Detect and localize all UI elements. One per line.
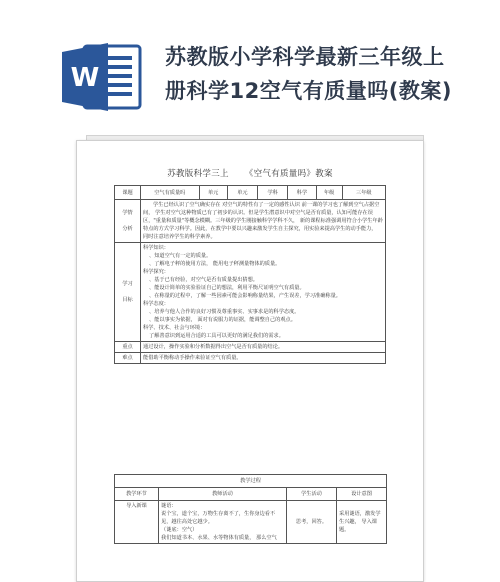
lesson-plan-title-left: 苏教版科学三上 bbox=[167, 169, 229, 179]
lesson-plan-title-right: 《空气有质量吗》教案 bbox=[244, 169, 333, 179]
objective-line: 、能设计简单的实验验证自己的想法，利用平衡尺证明空气有质量。 bbox=[149, 285, 305, 291]
objective-line: 科学、技术、社会与环境： bbox=[143, 325, 206, 331]
process-title: 教学过程 bbox=[115, 475, 387, 488]
label-line: 目标 bbox=[122, 297, 133, 303]
process-header-row bbox=[115, 488, 387, 501]
teacher-line: 我们知道书本、水果、水等物体有质量， 那么空气 bbox=[161, 535, 277, 541]
label-line: 分析 bbox=[122, 226, 133, 232]
teacher-activity-intro bbox=[159, 501, 287, 544]
page-header bbox=[0, 0, 500, 130]
difficult-point-row bbox=[115, 353, 386, 364]
objective-line: 、在称量的过程中，了解一些因素可能会影响称量结果，产生误差，学习准确称量。 bbox=[149, 293, 341, 299]
cell-topic: 空气有质量吗 bbox=[141, 186, 200, 200]
key-point-row bbox=[115, 342, 386, 353]
teacher-line: （谜底：空气） bbox=[161, 527, 198, 533]
objective-line: 、能以事实为依据， 面对有说服力的证据，能调整自己的观点。 bbox=[149, 317, 296, 323]
objective-line: 、基于已有经验，对空气是否有质量提出猜想。 bbox=[149, 277, 258, 283]
student-analysis-paragraph: 学生已经认识了空气确实存在 对空气的特性有了一定的感性认识 前一课的学习也了解到空气占据空间， 学生对空气这种物质已有了初步的认识。但是学生潜意识中对空气是否有质量，认知可能存在误区，"重量和质量"等概念模糊。三年级的学生刚接触科学学科不久， 新的课程标准强调用符合小学生年龄特点的方式学习科学。因此，在教学中要以兴趣来激发学生自主探究，用实验来提高学生的动手能力， 同时注意培养学生的科学素养。 bbox=[143, 202, 383, 240]
teacher-line: 说个宝，道个宝，万物生存离不了，生你身边看不见，越往高处它越少。 bbox=[161, 511, 276, 525]
process-row-intro bbox=[115, 501, 387, 544]
document-title bbox=[165, 40, 495, 108]
cell-label-difficult-point: 难点 bbox=[115, 353, 141, 364]
cell-subject: 科学 bbox=[288, 186, 316, 200]
objective-line: 了解善意识到运用合适的工具可以更好的满足我们的需求。 bbox=[149, 333, 284, 339]
process-title-row bbox=[115, 475, 387, 488]
student-analysis-row bbox=[115, 200, 386, 243]
title-line-1: 苏教版小学科学最新三年级上 bbox=[165, 45, 445, 69]
objective-line: 科学知识： bbox=[143, 245, 169, 251]
objective-line: 科学探究： bbox=[143, 269, 169, 275]
design-intent-intro: 采用谜语，激发学生兴趣， 导入课题。 bbox=[337, 501, 387, 544]
header-design-intent: 设计意图 bbox=[337, 488, 387, 501]
cell-unit: 单元 bbox=[227, 186, 257, 200]
cell-label-topic: 课题 bbox=[115, 186, 141, 200]
cell-label-grade: 年级 bbox=[316, 186, 342, 200]
document-preview-page bbox=[76, 140, 424, 582]
word-doc-icon bbox=[60, 40, 144, 114]
cell-label-objectives bbox=[115, 243, 141, 342]
svg-text:W: W bbox=[70, 63, 100, 93]
key-point-text: 通过设计，操作实验和分析数据得出空气是否有质量的结论。 bbox=[141, 342, 386, 353]
objective-line: 、知道空气有一定的质量。 bbox=[149, 253, 212, 259]
label-line: 学情 bbox=[122, 210, 133, 216]
lesson-plan-table bbox=[114, 185, 386, 364]
cell-label-subject: 学科 bbox=[258, 186, 288, 200]
objective-line: 、培养与他人合作的良好习惯及尊重事实、实事求是的科学态度。 bbox=[149, 309, 300, 315]
basic-info-row bbox=[115, 186, 386, 200]
objective-line: 、了解电子秤的使用方法， 能用电子秤测量物体的质量。 bbox=[149, 261, 281, 267]
stage-intro: 导入新课 bbox=[115, 501, 159, 544]
title-line-2: 册科学12空气有质量吗(教案) bbox=[165, 79, 452, 103]
cell-label-unit: 单元 bbox=[199, 186, 227, 200]
cell-grade: 三年级 bbox=[342, 186, 385, 200]
header-teacher-activity: 教师活动 bbox=[159, 488, 287, 501]
objective-line: 科学态度： bbox=[143, 301, 169, 307]
teacher-line: 谜语： bbox=[161, 503, 177, 509]
lesson-plan-title bbox=[77, 167, 423, 179]
difficult-point-text: 能借助平衡称动手操作来验证空气有质量。 bbox=[141, 353, 386, 364]
student-analysis-text bbox=[141, 200, 386, 243]
header-stage: 教学环节 bbox=[115, 488, 159, 501]
label-line: 学习 bbox=[122, 281, 133, 287]
student-activity-intro: 思考，回答。 bbox=[287, 501, 337, 544]
objectives-text bbox=[141, 243, 386, 342]
cell-label-student-analysis bbox=[115, 200, 141, 243]
header-student-activity: 学生活动 bbox=[287, 488, 337, 501]
cell-label-key-point: 重点 bbox=[115, 342, 141, 353]
teaching-process-table bbox=[114, 474, 387, 544]
objectives-row bbox=[115, 243, 386, 342]
